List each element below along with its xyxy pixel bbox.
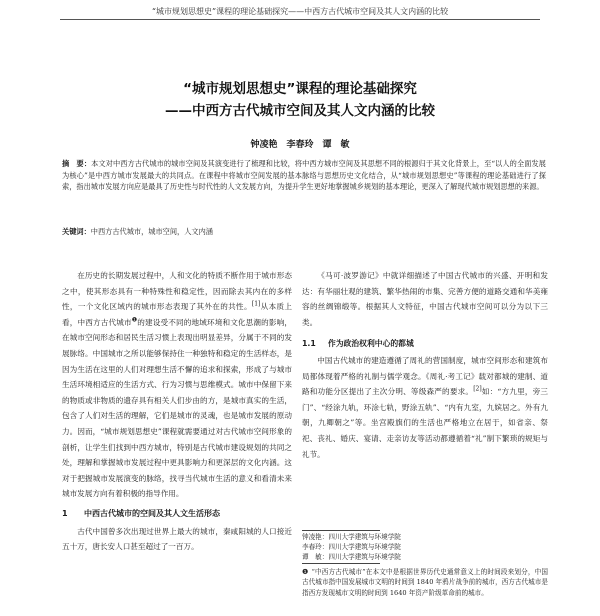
body-paragraph: 中国古代城市的建造遵循了周礼的营国制度，城市空间形态和建筑布局都体现着严格的礼制与儒学观念。《周礼·考工记》载对都城的建制、道路和功能分区提出了主次分明、等级森严的要求。[2]如：“方九里，旁三门”、“经涂九轨，环涂七轨，野涂五轨”、“内有九室，九嫔居之。外有九朝，九卿朝之”等。坐宫殿旗们的生活也严格地立在居于，如省亲、祭祀、丧礼、婚庆、宴请、走亲访友等活动都遵循着“礼”制下繁琐的规矩与礼节。 (302, 355, 549, 459)
left-column (62, 268, 292, 555)
affiliation-rule (302, 530, 380, 531)
affiliation-line: 李春玲：四川大学建筑与环境学院 (302, 543, 401, 551)
author-affiliations (302, 532, 548, 562)
subsection-number: 1.1 (302, 339, 316, 349)
section-title: 中西古代城市的空间及其人文生活形态 (84, 508, 220, 518)
body-paragraph: 《马可·波罗游记》中就详细描述了中国古代城市的兴盛、开明和发达：有华丽壮观的建筑、繁华热闹的市集、完善方便的道路交通和华美雍容的丝绸锦缎等。根据其人文特征，中国古代城市空间可以分为以下三类。 (302, 271, 548, 327)
keywords-label: 关键词： (62, 227, 91, 236)
section-heading (62, 506, 292, 522)
running-head: “城市规划思想史”课程的理论基础探究——中西方古代城市空间及其人文内涵的比较 (151, 7, 449, 16)
footnote-marker: ❶ (302, 568, 309, 576)
footnote-text: “中西方古代城市”在本文中是根据世界历代史通常意义上的时间段来划分，中国古代城市指中国发展城市文明的时间到 1840 年鸦片战争前的城市，西方古代城市是指西方发现城市文明的时间到 1640 年资产阶级革命前的城市。 (302, 568, 548, 597)
paper-title-line-2: ——中西方古代城市空间及其人文内涵的比较 (165, 103, 435, 119)
abstract-text: 本文对中西方古代城市的城市空间及其演变进行了梳理和比较，将中西方城市空间及其思想不同的根源归于其文化背景上，至“以人的全面发展为核心”是中西方城市发展最大的共同点。在课程中将城市空间发展的基本脉络与思想历史文化结合，从“城市规划思想史”等课程的理论基础进行了探索，指出城市发展方向应是最具了历史性与时代性的人文发展方向，为提升学生更好地掌握城乡规划的基本理论，更深入了解现代城市规划思想的来源。 (62, 159, 546, 192)
body-paragraph: 在历史的长期发展过程中，人和文化的特质不断作用于城市形态之中，使其形态具有一种特殊性和稳定性，因而除去其内在的多样性，一个文化区域内的城市形态表现了其外在的共性。[1]从本质上看，中西方古代城市$^❶$的建设受不同的地域环境和文化思潮的影响，在城市空间形态和居民生活习惯上表现出明显差异，分属于不同的发展脉络。中国城市之所以能够保持住一种独特和稳定的生活样态，是因为生活在这里的人们对理想生活不懈的追求和探索，形成了与城市生活环境相适应的生活方式、行为习惯与思维模式。城市中保留下来的物质或非物质的遗存具有相关人们步由的方，是城市真实的生活，包含了人们对生活的理解，它们是城市的灵魂，也是城市发展的原动力。因而，“城市规划思想史”课程就需要通过对古代城市空间形象的剖析，让学生们找到中西方城市，特别是古代城市建设规划的共同之处，理解和掌握城市发展过程中更具影响力和更深层的文化内涵。这对于把握城市发展演变的脉络，找寻当代城市生活的意义和看清未来城市发展方向有着积极的指导作用。 (62, 271, 293, 499)
footnote (302, 567, 548, 598)
affiliation-line: 钟凌艳：四川大学建筑与环境学院 (302, 533, 401, 541)
right-column (302, 268, 548, 462)
keywords-text: 中西方古代城市，城市空间，人文内涵 (90, 227, 213, 236)
paper-title (30, 78, 570, 122)
paper-title-line-1: “城市规划思想史”课程的理论基础探究 (183, 81, 417, 97)
subsection-heading (302, 336, 548, 352)
section-number: 1 (62, 508, 68, 518)
abstract-label: 摘 要： (62, 159, 92, 168)
running-head-rule (60, 19, 540, 20)
affiliation-line: 谭 敏：四川大学建筑与环境学院 (302, 553, 401, 561)
authors: 钟凌艳 李春玲 谭 敏 (250, 140, 350, 150)
citation-ref: [1] (251, 300, 261, 308)
subsection-title: 作为政治权利中心的都城 (328, 339, 414, 349)
body-paragraph: 古代中国曾多次出现过世界上最大的城市，秦咸阳城的人口接近五十万，唐长安人口甚至超过了一百万。 (62, 526, 292, 552)
keywords (62, 226, 546, 237)
abstract (62, 158, 546, 193)
footnote-ref: ❶ (131, 316, 138, 324)
citation-ref: [2] (473, 385, 482, 393)
footnote-rule (302, 563, 380, 564)
